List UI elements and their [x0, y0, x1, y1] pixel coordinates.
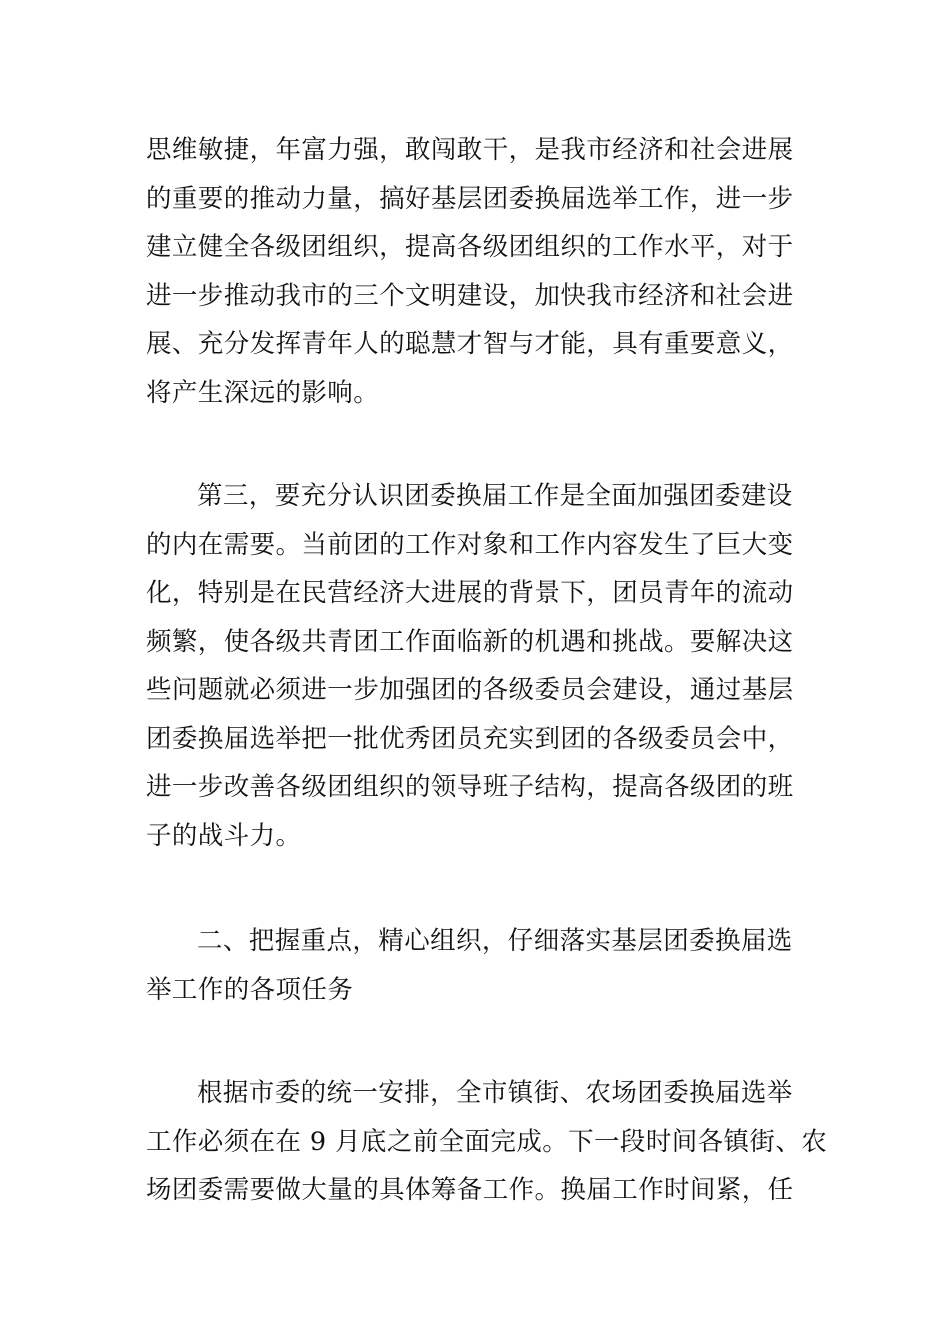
paragraph-continuation [146, 126, 816, 417]
paragraph-line: 些问题就必须进一步加强团的各级委员会建设，通过基层 [146, 675, 794, 705]
paragraph-line: 子的战斗力。 [146, 820, 302, 851]
paragraph-line: 第三，要充分认识团委换届工作是全面加强团委建设 [197, 481, 793, 511]
paragraph-line: 工作必须在在 9 月底之前全面完成。下一段时间各镇街、农 [146, 1126, 828, 1157]
paragraph-line: 的内在需要。当前团的工作对象和工作内容发生了巨大变 [146, 529, 794, 560]
paragraph-line: 化，特别是在民营经济大进展的背景下，团员青年的流动 [146, 578, 794, 608]
paragraph-line: 将产生深远的影响。 [146, 377, 380, 408]
paragraph-third-point [146, 472, 816, 860]
section-heading [146, 917, 816, 1014]
paragraph-line: 建立健全各级团组织，提高各级团组织的工作水平，对于 [146, 232, 794, 262]
paragraph-line: 进一步改善各级团组织的领导班子结构，提高各级团的班 [146, 772, 794, 802]
heading-line: 举工作的各项任务 [146, 974, 354, 1005]
paragraph-line: 进一步推动我市的三个文明建设，加快我市经济和社会进 [146, 280, 794, 311]
paragraph-line: 思维敏捷，年富力强，敢闯敢干，是我市经济和社会进展 [146, 135, 794, 165]
paragraph-schedule [146, 1069, 828, 1215]
paragraph-line: 团委换届选举把一批优秀团员充实到团的各级委员会中， [146, 723, 794, 754]
paragraph-line: 的重要的推动力量，搞好基层团委换届选举工作，进一步 [146, 183, 794, 214]
paragraph-line: 频繁，使各级共青团工作面临新的机遇和挑战。要解决这 [146, 626, 794, 657]
heading-line: 二、把握重点，精心组织，仔细落实基层团委换届选 [197, 926, 793, 956]
paragraph-line: 根据市委的统一安排，全市镇街、农场团委换届选举 [197, 1078, 793, 1108]
paragraph-line: 场团委需要做大量的具体筹备工作。换届工作时间紧，任 [146, 1175, 794, 1205]
paragraph-line: 展、充分发挥青年人的聪慧才智与才能，具有重要意义， [146, 329, 794, 359]
